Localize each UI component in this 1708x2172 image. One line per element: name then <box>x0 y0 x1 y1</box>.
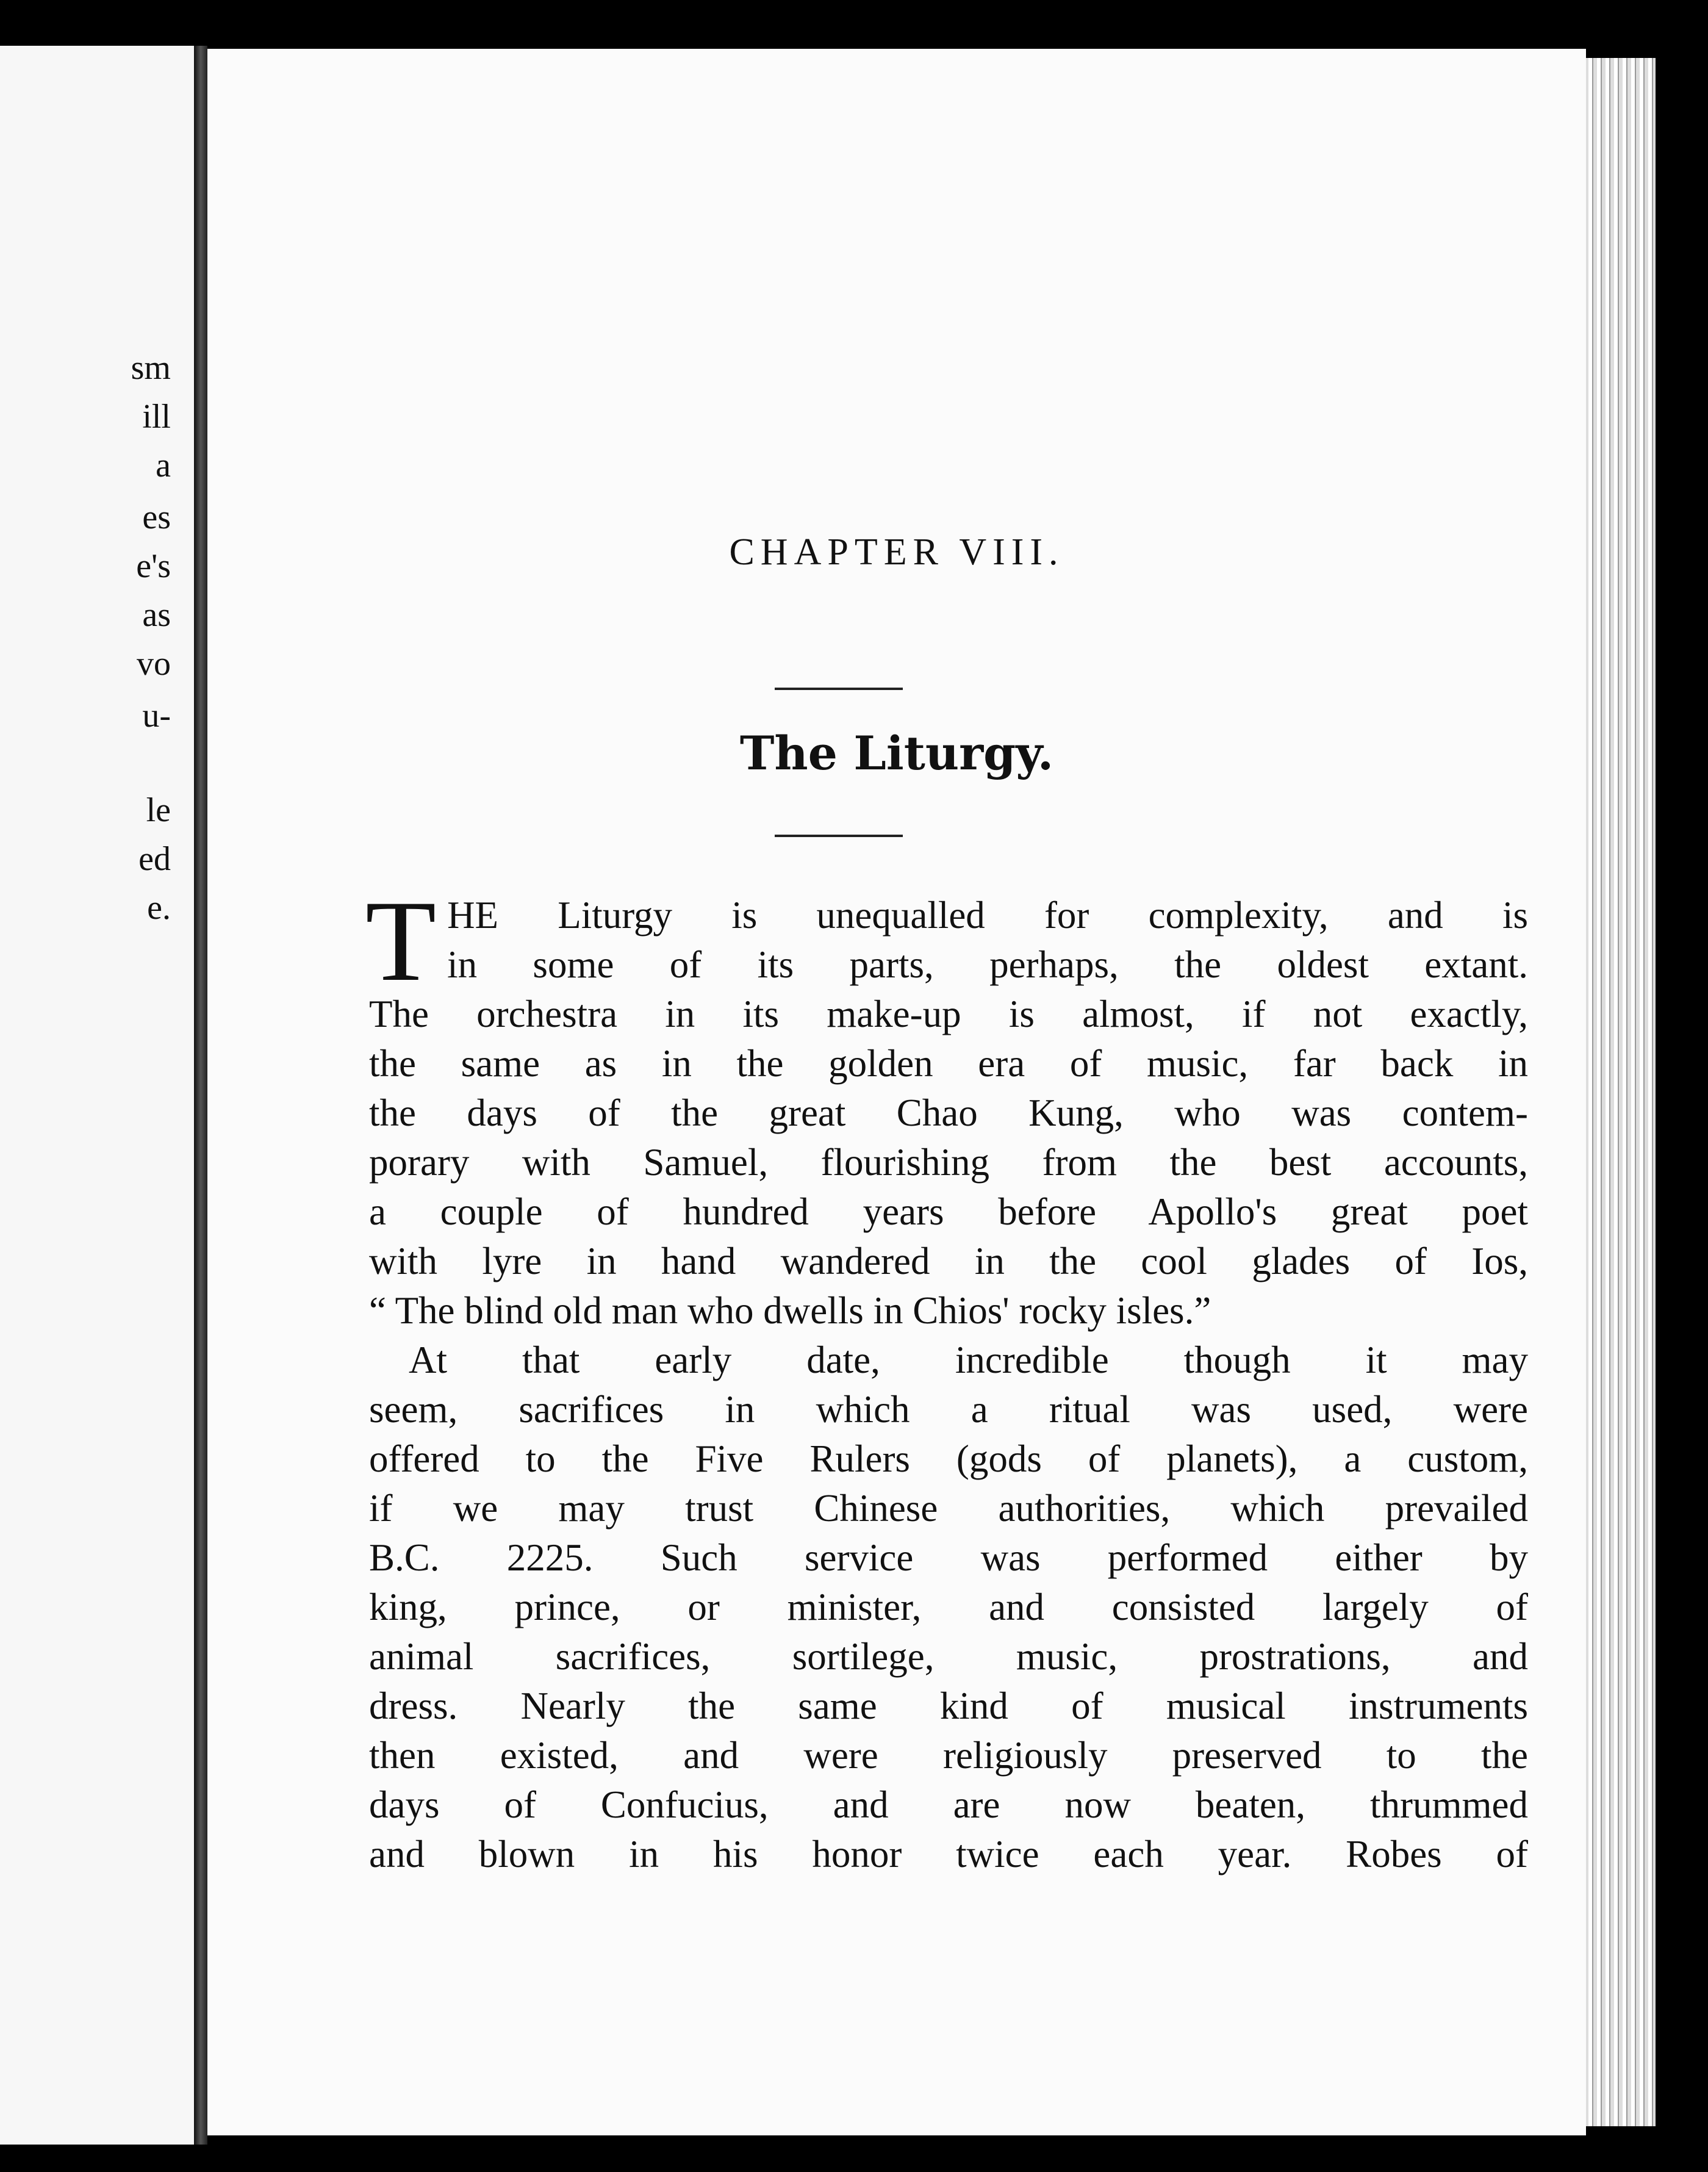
facing-page-fragment: e's <box>136 547 171 585</box>
text-line: dress. Nearly the same kind of musical instruments <box>369 1685 1528 1727</box>
text-line: “ The blind old man who dwells in Chios' rocky isles.” <box>369 1289 1211 1332</box>
heading-rule-top <box>775 688 903 690</box>
facing-page-fragment: sm <box>131 349 171 387</box>
text-line: At that early date, incredible though it may <box>409 1339 1528 1381</box>
facing-page-fragment: es <box>142 498 171 536</box>
text-line: if we may trust Chinese authorities, which prevailed <box>369 1487 1528 1530</box>
drop-cap: T <box>365 877 437 1005</box>
heading-rule-bottom <box>775 835 903 837</box>
text-line: the same as in the golden era of music, far back in <box>369 1042 1528 1085</box>
text-line: the days of the great Chao Kung, who was contem- <box>369 1091 1528 1134</box>
facing-page-fragment: le <box>146 791 171 829</box>
text-line: a couple of hundred years before Apollo's great poet <box>369 1190 1528 1233</box>
text-line: in some of its parts, perhaps, the oldest extant. <box>447 943 1528 986</box>
text-line: animal sacrifices, sortilege, music, prostrations, and <box>369 1635 1528 1678</box>
chapter-title: The Liturgy. <box>739 726 1054 780</box>
text-line: B.C. 2225. Such service was performed either by <box>369 1536 1528 1579</box>
facing-page <box>0 46 198 2145</box>
page-edges <box>1574 58 1656 2126</box>
text-line: HE Liturgy is unequalled for complexity, and is <box>447 894 1528 937</box>
facing-page-fragment: ed <box>138 840 171 878</box>
book-gutter <box>194 46 207 2145</box>
body-text <box>365 877 1528 1879</box>
facing-page-fragment: e. <box>147 889 171 927</box>
text-line: king, prince, or minister, and consisted largely of <box>369 1586 1528 1628</box>
text-line: porary with Samuel, flourishing from the best accounts, <box>369 1141 1528 1184</box>
facing-page-fragment: u- <box>142 697 171 735</box>
text-line: offered to the Five Rulers (gods of planets), a custom, <box>369 1437 1528 1480</box>
facing-page-fragment: a <box>156 447 171 484</box>
text-line: and blown in his honor twice each year. Robes of <box>369 1833 1528 1875</box>
text-line: seem, sacrifices in which a ritual was used, were <box>369 1388 1528 1431</box>
chapter-heading: CHAPTER VIII. <box>729 531 1064 573</box>
text-line: with lyre in hand wandered in the cool glades of Ios, <box>369 1240 1528 1282</box>
text-line: The orchestra in its make-up is almost, if not exactly, <box>369 993 1528 1035</box>
facing-page-fragment: vo <box>137 645 171 683</box>
paragraph-1 <box>365 877 1528 1336</box>
paragraph-2 <box>369 1336 1528 1879</box>
facing-page-fragment: as <box>142 596 171 634</box>
text-line: days of Confucius, and are now beaten, thrummed <box>369 1783 1528 1826</box>
book-page <box>207 49 1586 2135</box>
facing-page-fragment: ill <box>142 398 171 436</box>
text-line: then existed, and were religiously preserved to the <box>369 1734 1528 1777</box>
